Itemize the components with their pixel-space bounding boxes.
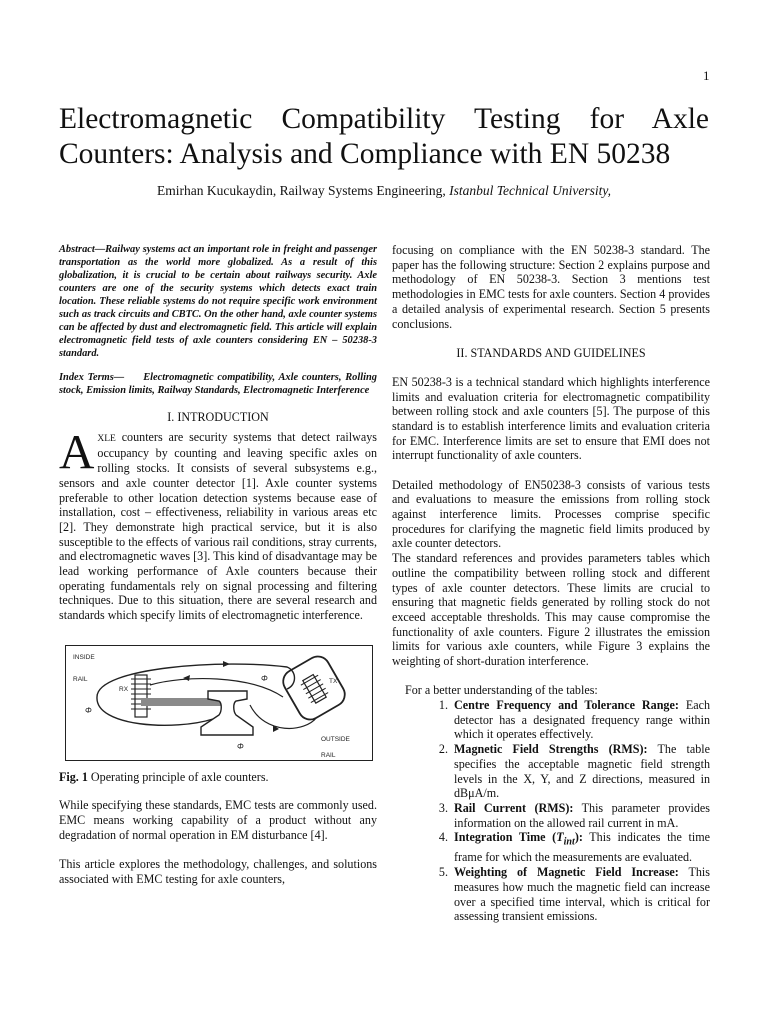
intro-paragraph-3: This article explores the methodology, challenges, and solutions associated with EMC testing for axle counters, — [59, 856, 377, 886]
intro-paragraph-1 — [59, 423, 377, 623]
standards-paragraph-3: The standard references and provides parameters tables which outline the compatibility between rolling stock and different types of axle counter detectors. These limits are crucial to ensuring that magnetic fields generated by rolling stock do not exceed acceptable thresholds. This may cause compromise the functionality of axle counters. Figure 2 illustrates the emission limits for various axle counters, while Figure 3 explains the weighting of short-duration interference. — [392, 551, 710, 669]
author-affiliation: Istanbul Technical University, — [449, 183, 611, 198]
label-tx: TX — [329, 677, 338, 685]
label-inside: INSIDE — [73, 653, 95, 661]
intro-paragraph-2: While specifying these standards, EMC tests are commonly used. EMC means working capability of a product without any degradation of normal operation in EM disturbance [4]. — [59, 798, 377, 842]
list-item: 5. Weighting of Magnetic Field Increase: This measures how much the magnetic field can increase over a specified time interval, which is critical for assessing transient emissions. — [451, 865, 710, 924]
small-caps-lead: XLE — [97, 433, 116, 444]
abstract: Abstract—Railway systems act an important role in freight and passenger transportation as the world more globalized. As a result of this globalization, it is crucial to be certain about railways security. Axle counters are one of the security systems which detects exact train location. These reliable systems do not require specific work environment such as track circuits and CBTC. On the other hand, axle counter systems can be affected by dust and electromagnetic field. This article will explain electromagnetic field tests of axle counters considering EN – 50238-3 standard. — [59, 244, 377, 359]
phi-symbol: Φ — [85, 705, 92, 715]
label-rx: RX — [119, 685, 129, 693]
page-number: 1 — [703, 68, 710, 83]
index-terms: Index Terms— Electromagnetic compatibility, Axle counters, Rolling stock, Emission limits, Railway Standards, Electromagnetic Interference — [59, 372, 377, 396]
section-heading-introduction: I. INTRODUCTION — [167, 410, 269, 424]
figure-caption-label: Fig. 1 — [59, 769, 88, 784]
standards-paragraph-1: EN 50238-3 is a technical standard which highlights interference limits and evaluation criteria for electromagnetic compatibility between rolling stock and axle counters [5]. The purpose of this standard is to establish interference limits and evaluation criteria for EMC. Interference limits are set to ensure that EMI does not interrupt functionality of axle counters. — [392, 374, 710, 463]
phi-symbol: Φ — [261, 673, 268, 683]
standards-paragraph-2: Detailed methodology of EN50238-3 consists of various tests and evaluations to measure the emissions from rolling stock against interference limits. Processes comprise specific procedures for clarifying the magnetic field limits produced by axle counter detectors. — [392, 477, 710, 551]
list-item: 4. Integration Time $(T_{int})$: This indicates the time frame for which the measurements are evaluated. — [451, 830, 710, 865]
intro-paragraph-1-text: counters are security systems that detect railways occupancy by counting and leaving specific axles on rolling stocks. It consists of several subsystems e.g., sensors and axle counter detector [1]. Axle counter systems preferable to other location detection systems because ease of installation, cost – effectiveness, reliability in various areas etc [2]. They demonstrate high practical service, but it is also susceptible to the effects of various rail conditions, stray currents, and electromagnetic waves [3]. This kind of disadvantage may be lead working performance of Axle counters because their operating fundamentals rely on signal processing and filtering techniques. Due to this situation, there are several research and standards which specify limits of electromagnetic interference. — [59, 429, 377, 623]
author-name: Emirhan Kucukaydin, Railway Systems Engineering, — [157, 183, 450, 198]
paper-title: Electromagnetic Compatibility Testing for Axle Counters: Analysis and Compliance with EN 50238 — [59, 103, 709, 170]
list-intro: For a better understanding of the tables: — [405, 683, 598, 698]
list-item: 1. Centre Frequency and Tolerance Range: Each detector has a designated frequency range within which it operates effectively. — [451, 698, 710, 742]
author-line — [59, 183, 709, 199]
left-column — [59, 243, 377, 886]
parameter-list — [392, 698, 710, 924]
label-outside: OUTSIDE — [321, 735, 350, 743]
right-column — [392, 243, 710, 924]
phi-symbol: Φ — [237, 741, 244, 751]
label-rail-left: RAIL — [73, 675, 88, 683]
list-item: 3. Rail Current (RMS): This parameter provides information on the allowed rail current in mA. — [451, 801, 710, 830]
figure-caption-text: Operating principle of axle counters. — [87, 769, 269, 784]
figure-axle-counter-diagram — [65, 645, 373, 761]
intro-paragraph-continued: focusing on compliance with the EN 50238-3 standard. The paper has the following structure: Section 2 explains purpose and methodology of EN 50238-3. Section 3 mentions test methodologies in EMC tests for axle counters. Section 4 provides a detailed analysis of experimental research. Section 5 presents conclusions. — [392, 243, 710, 331]
drop-cap: A — [59, 423, 95, 479]
list-item: 2. Magnetic Field Strengths (RMS): The table specifies the acceptable magnetic field strength levels in the X, Y, and Z directions, measured in dBμA/m. — [451, 742, 710, 801]
figure-caption — [59, 770, 377, 785]
label-rail-right: RAIL — [321, 751, 336, 759]
section-heading-standards: II. STANDARDS AND GUIDELINES — [456, 346, 646, 361]
